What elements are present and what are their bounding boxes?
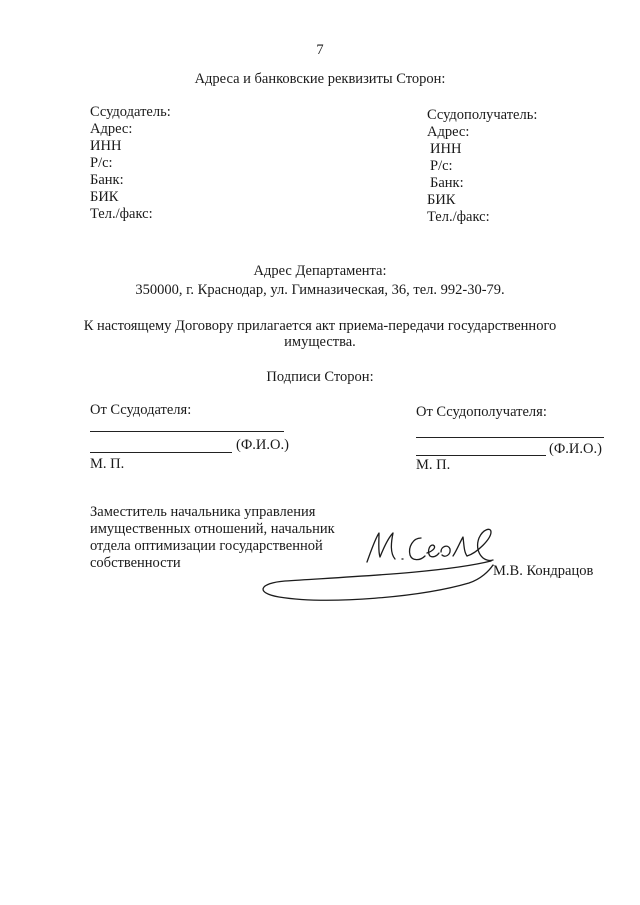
- lender-field-bank: Банк:: [90, 172, 124, 188]
- requisites-heading: Адреса и банковские реквизиты Сторон:: [194, 71, 446, 87]
- lender-field-inn: ИНН: [90, 138, 122, 154]
- lender-field-phone: Тел./факс:: [90, 206, 153, 222]
- official-position-line: Заместитель начальника управления: [90, 504, 316, 520]
- lender-fio-line: [90, 452, 232, 453]
- borrower-field-bik: БИК: [427, 192, 456, 208]
- borrower-field-bank: Банк:: [430, 175, 464, 191]
- lender-field-address: Адрес:: [90, 121, 133, 137]
- borrower-field-inn: ИНН: [430, 141, 462, 157]
- department-address: 350000, г. Краснодар, ул. Гимназическая, 36, тел. 992-30-79.: [135, 282, 505, 298]
- borrower-signature-line: [416, 437, 604, 438]
- official-position-line: отдела оптимизации государственной: [90, 538, 323, 554]
- lender-sign-label: От Ссудодателя:: [90, 402, 192, 418]
- lender-fio-label: (Ф.И.О.): [236, 437, 289, 453]
- lender-field-account: Р/с:: [90, 155, 113, 171]
- borrower-field-phone: Тел./факс:: [427, 209, 490, 225]
- official-position-line: имущественных отношений, начальник: [90, 521, 335, 537]
- lender-signature-line: [90, 431, 284, 432]
- lender-title: Ссудодатель:: [90, 104, 171, 120]
- attachment-text-line2: имущества.: [284, 334, 356, 350]
- borrower-field-address: Адрес:: [427, 124, 470, 140]
- borrower-block: [427, 107, 537, 226]
- official-position-line: собственности: [90, 555, 181, 571]
- borrower-title: Ссудополучатель:: [427, 107, 538, 123]
- borrower-fio-line: [416, 455, 546, 456]
- official-name: М.В. Кондрацов: [493, 563, 594, 579]
- page-number: 7: [316, 42, 324, 58]
- lender-stamp-label: М. П.: [90, 456, 125, 472]
- attachment-text-line1: К настоящему Договору прилагается акт приема-передачи государственного: [83, 318, 557, 334]
- borrower-field-account: Р/с:: [430, 158, 453, 174]
- borrower-stamp-label: М. П.: [416, 457, 451, 473]
- signatures-heading: Подписи Сторон:: [266, 369, 374, 385]
- handwritten-signature: [255, 525, 505, 605]
- borrower-sign-label: От Ссудополучателя:: [416, 404, 547, 420]
- borrower-fio-label: (Ф.И.О.): [549, 441, 602, 457]
- lender-block: [90, 104, 171, 223]
- department-label: Адрес Департамента:: [253, 263, 387, 279]
- lender-field-bik: БИК: [90, 189, 119, 205]
